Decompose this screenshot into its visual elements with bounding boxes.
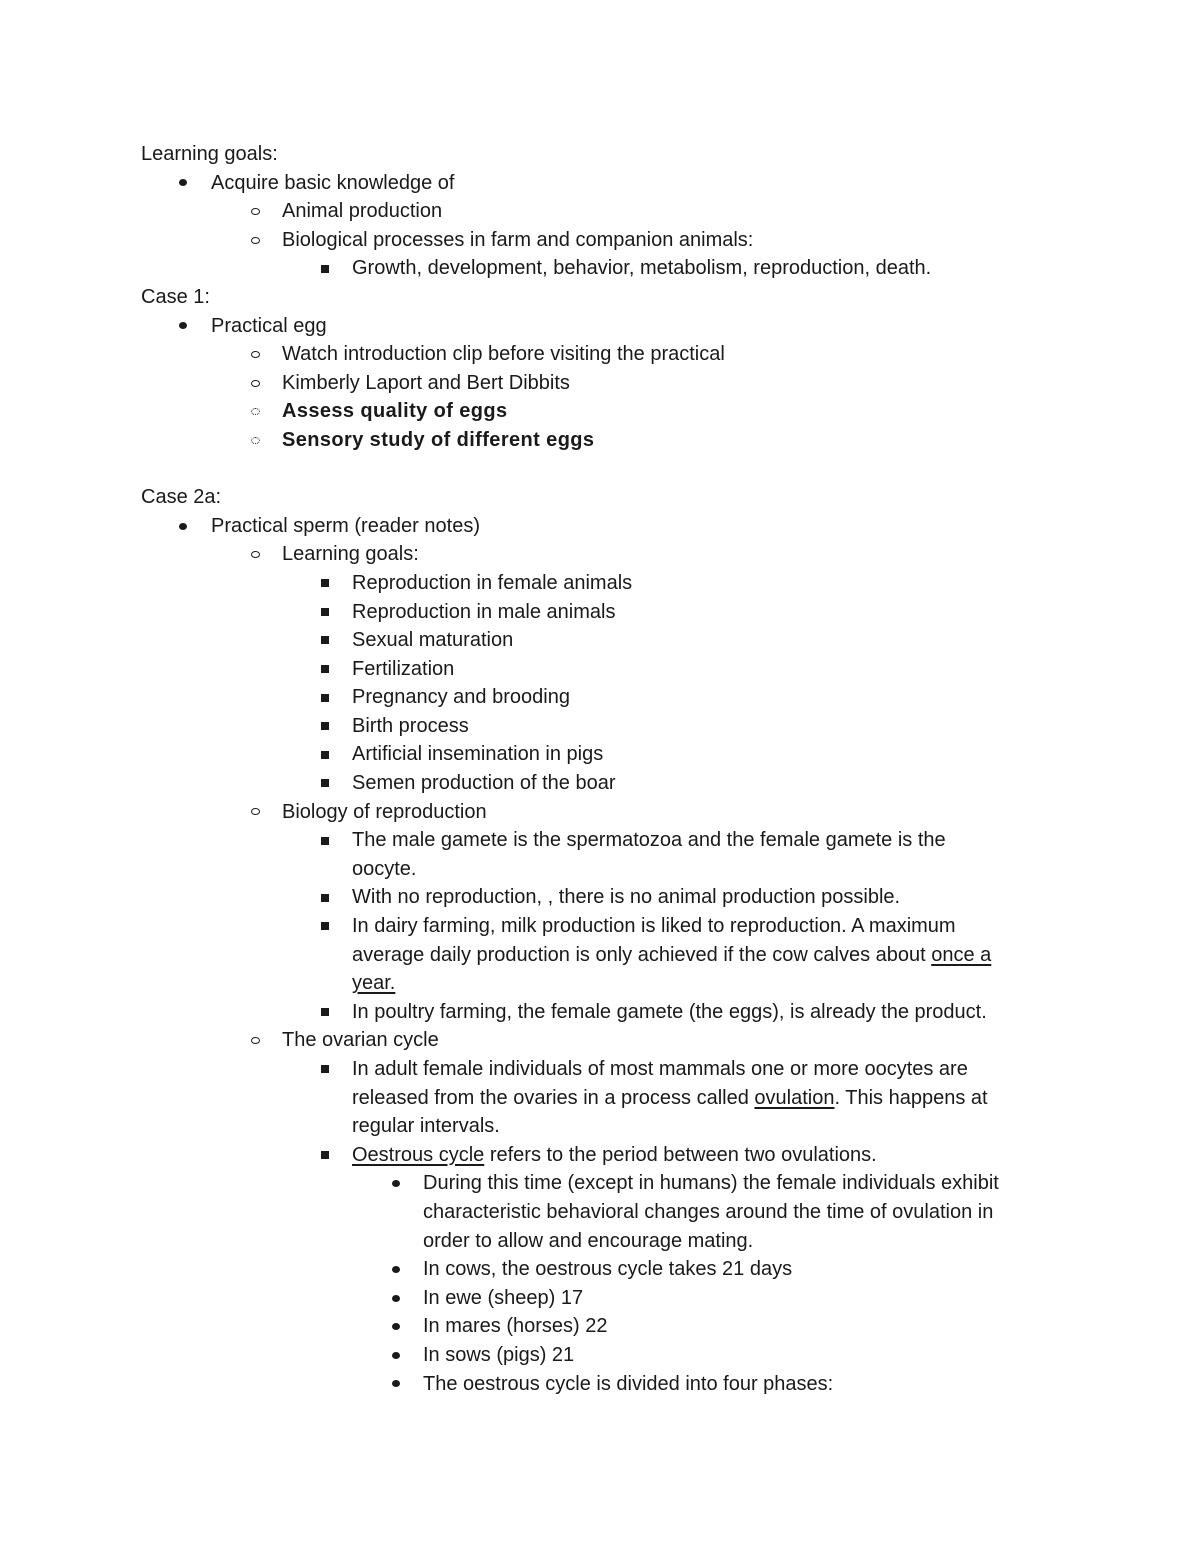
square-bullet-icon xyxy=(316,912,334,941)
blank-line xyxy=(0,455,1200,484)
list-item: Sensory study of different eggs xyxy=(0,426,1200,455)
list-item: In ewe (sheep) 17 xyxy=(0,1284,1200,1313)
square-bullet-icon xyxy=(316,598,334,627)
square-bullet-icon xyxy=(316,1055,334,1084)
disc-bullet-icon xyxy=(387,1284,405,1313)
square-bullet-icon xyxy=(316,254,334,283)
list-item: Pregnancy and brooding xyxy=(0,683,1200,712)
disc-bullet-icon xyxy=(174,169,192,198)
list-item: With no reproduction, , there is no animal production possible. xyxy=(0,883,1200,912)
list-item: In adult female individuals of most mammals one or more oocytes are xyxy=(0,1055,1200,1084)
list-item: Practical sperm (reader notes) xyxy=(0,512,1200,541)
list-item: In poultry farming, the female gamete (the eggs), is already the product. xyxy=(0,998,1200,1027)
list-item: During this time (except in humans) the female individuals exhibit xyxy=(0,1169,1200,1198)
list-item-continuation: characteristic behavioral changes around the time of ovulation in xyxy=(423,1200,994,1223)
list-item: Biological processes in farm and companion animals: xyxy=(0,226,1200,255)
dotted-circle-bullet-icon xyxy=(246,426,264,455)
square-bullet-icon xyxy=(316,683,334,712)
circle-bullet-icon xyxy=(246,369,264,398)
list-item: The male gamete is the spermatozoa and the female gamete is the xyxy=(0,826,1200,855)
circle-bullet-icon xyxy=(246,540,264,569)
square-bullet-icon xyxy=(316,826,334,855)
disc-bullet-icon xyxy=(387,1169,405,1198)
list-item: Assess quality of eggs xyxy=(0,397,1200,426)
disc-bullet-icon xyxy=(387,1312,405,1341)
disc-bullet-icon xyxy=(174,312,192,341)
circle-bullet-icon xyxy=(246,340,264,369)
case2a-heading: Case 2a: xyxy=(141,486,222,509)
list-item-continuation: oocyte. xyxy=(352,857,417,880)
list-item: Birth process xyxy=(0,712,1200,741)
list-item: Growth, development, behavior, metabolism, reproduction, death. xyxy=(0,254,1200,283)
list-item: The ovarian cycle xyxy=(0,1026,1200,1055)
list-item: Oestrous cycle refers to the period between two ovulations. xyxy=(0,1141,1200,1170)
list-item-continuation: released from the ovaries in a process called ovulation. This happens at xyxy=(352,1086,988,1109)
list-item: Fertilization xyxy=(0,655,1200,684)
list-item-continuation: order to allow and encourage mating. xyxy=(423,1229,754,1252)
disc-bullet-icon xyxy=(387,1255,405,1284)
circle-bullet-icon xyxy=(246,1026,264,1055)
circle-bullet-icon xyxy=(246,798,264,827)
dotted-circle-bullet-icon xyxy=(246,397,264,426)
square-bullet-icon xyxy=(316,998,334,1027)
list-item: Acquire basic knowledge of xyxy=(0,169,1200,198)
square-bullet-icon xyxy=(316,1141,334,1170)
square-bullet-icon xyxy=(316,569,334,598)
circle-bullet-icon xyxy=(246,197,264,226)
list-item-continuation: average daily production is only achieved if the cow calves about once a xyxy=(352,943,992,966)
disc-bullet-icon xyxy=(387,1341,405,1370)
square-bullet-icon xyxy=(316,655,334,684)
list-item: Artificial insemination in pigs xyxy=(0,740,1200,769)
square-bullet-icon xyxy=(316,769,334,798)
list-item: Kimberly Laport and Bert Dibbits xyxy=(0,369,1200,398)
list-item: Animal production xyxy=(0,197,1200,226)
square-bullet-icon xyxy=(316,883,334,912)
list-item: Reproduction in male animals xyxy=(0,598,1200,627)
square-bullet-icon xyxy=(316,740,334,769)
square-bullet-icon xyxy=(316,626,334,655)
list-item-continuation: year. xyxy=(352,972,396,995)
list-item: In mares (horses) 22 xyxy=(0,1312,1200,1341)
learning-goals-heading: Learning goals: xyxy=(141,143,278,165)
list-item: Semen production of the boar xyxy=(0,769,1200,798)
circle-bullet-icon xyxy=(246,226,264,255)
case1-heading: Case 1: xyxy=(141,285,210,308)
disc-bullet-icon xyxy=(387,1370,405,1399)
list-item: Reproduction in female animals xyxy=(0,569,1200,598)
list-item: Watch introduction clip before visiting the practical xyxy=(0,340,1200,369)
list-item: The oestrous cycle is divided into four phases: xyxy=(0,1370,1200,1399)
document-page xyxy=(0,140,1200,1398)
disc-bullet-icon xyxy=(174,512,192,541)
list-item-continuation: regular intervals. xyxy=(352,1115,500,1138)
list-item: Biology of reproduction xyxy=(0,798,1200,827)
list-item: Learning goals: xyxy=(0,540,1200,569)
square-bullet-icon xyxy=(316,712,334,741)
list-item: In dairy farming, milk production is liked to reproduction. A maximum xyxy=(0,912,1200,941)
list-item: In cows, the oestrous cycle takes 21 days xyxy=(0,1255,1200,1284)
list-item: In sows (pigs) 21 xyxy=(0,1341,1200,1370)
list-item: Sexual maturation xyxy=(0,626,1200,655)
list-item: Practical egg xyxy=(0,312,1200,341)
